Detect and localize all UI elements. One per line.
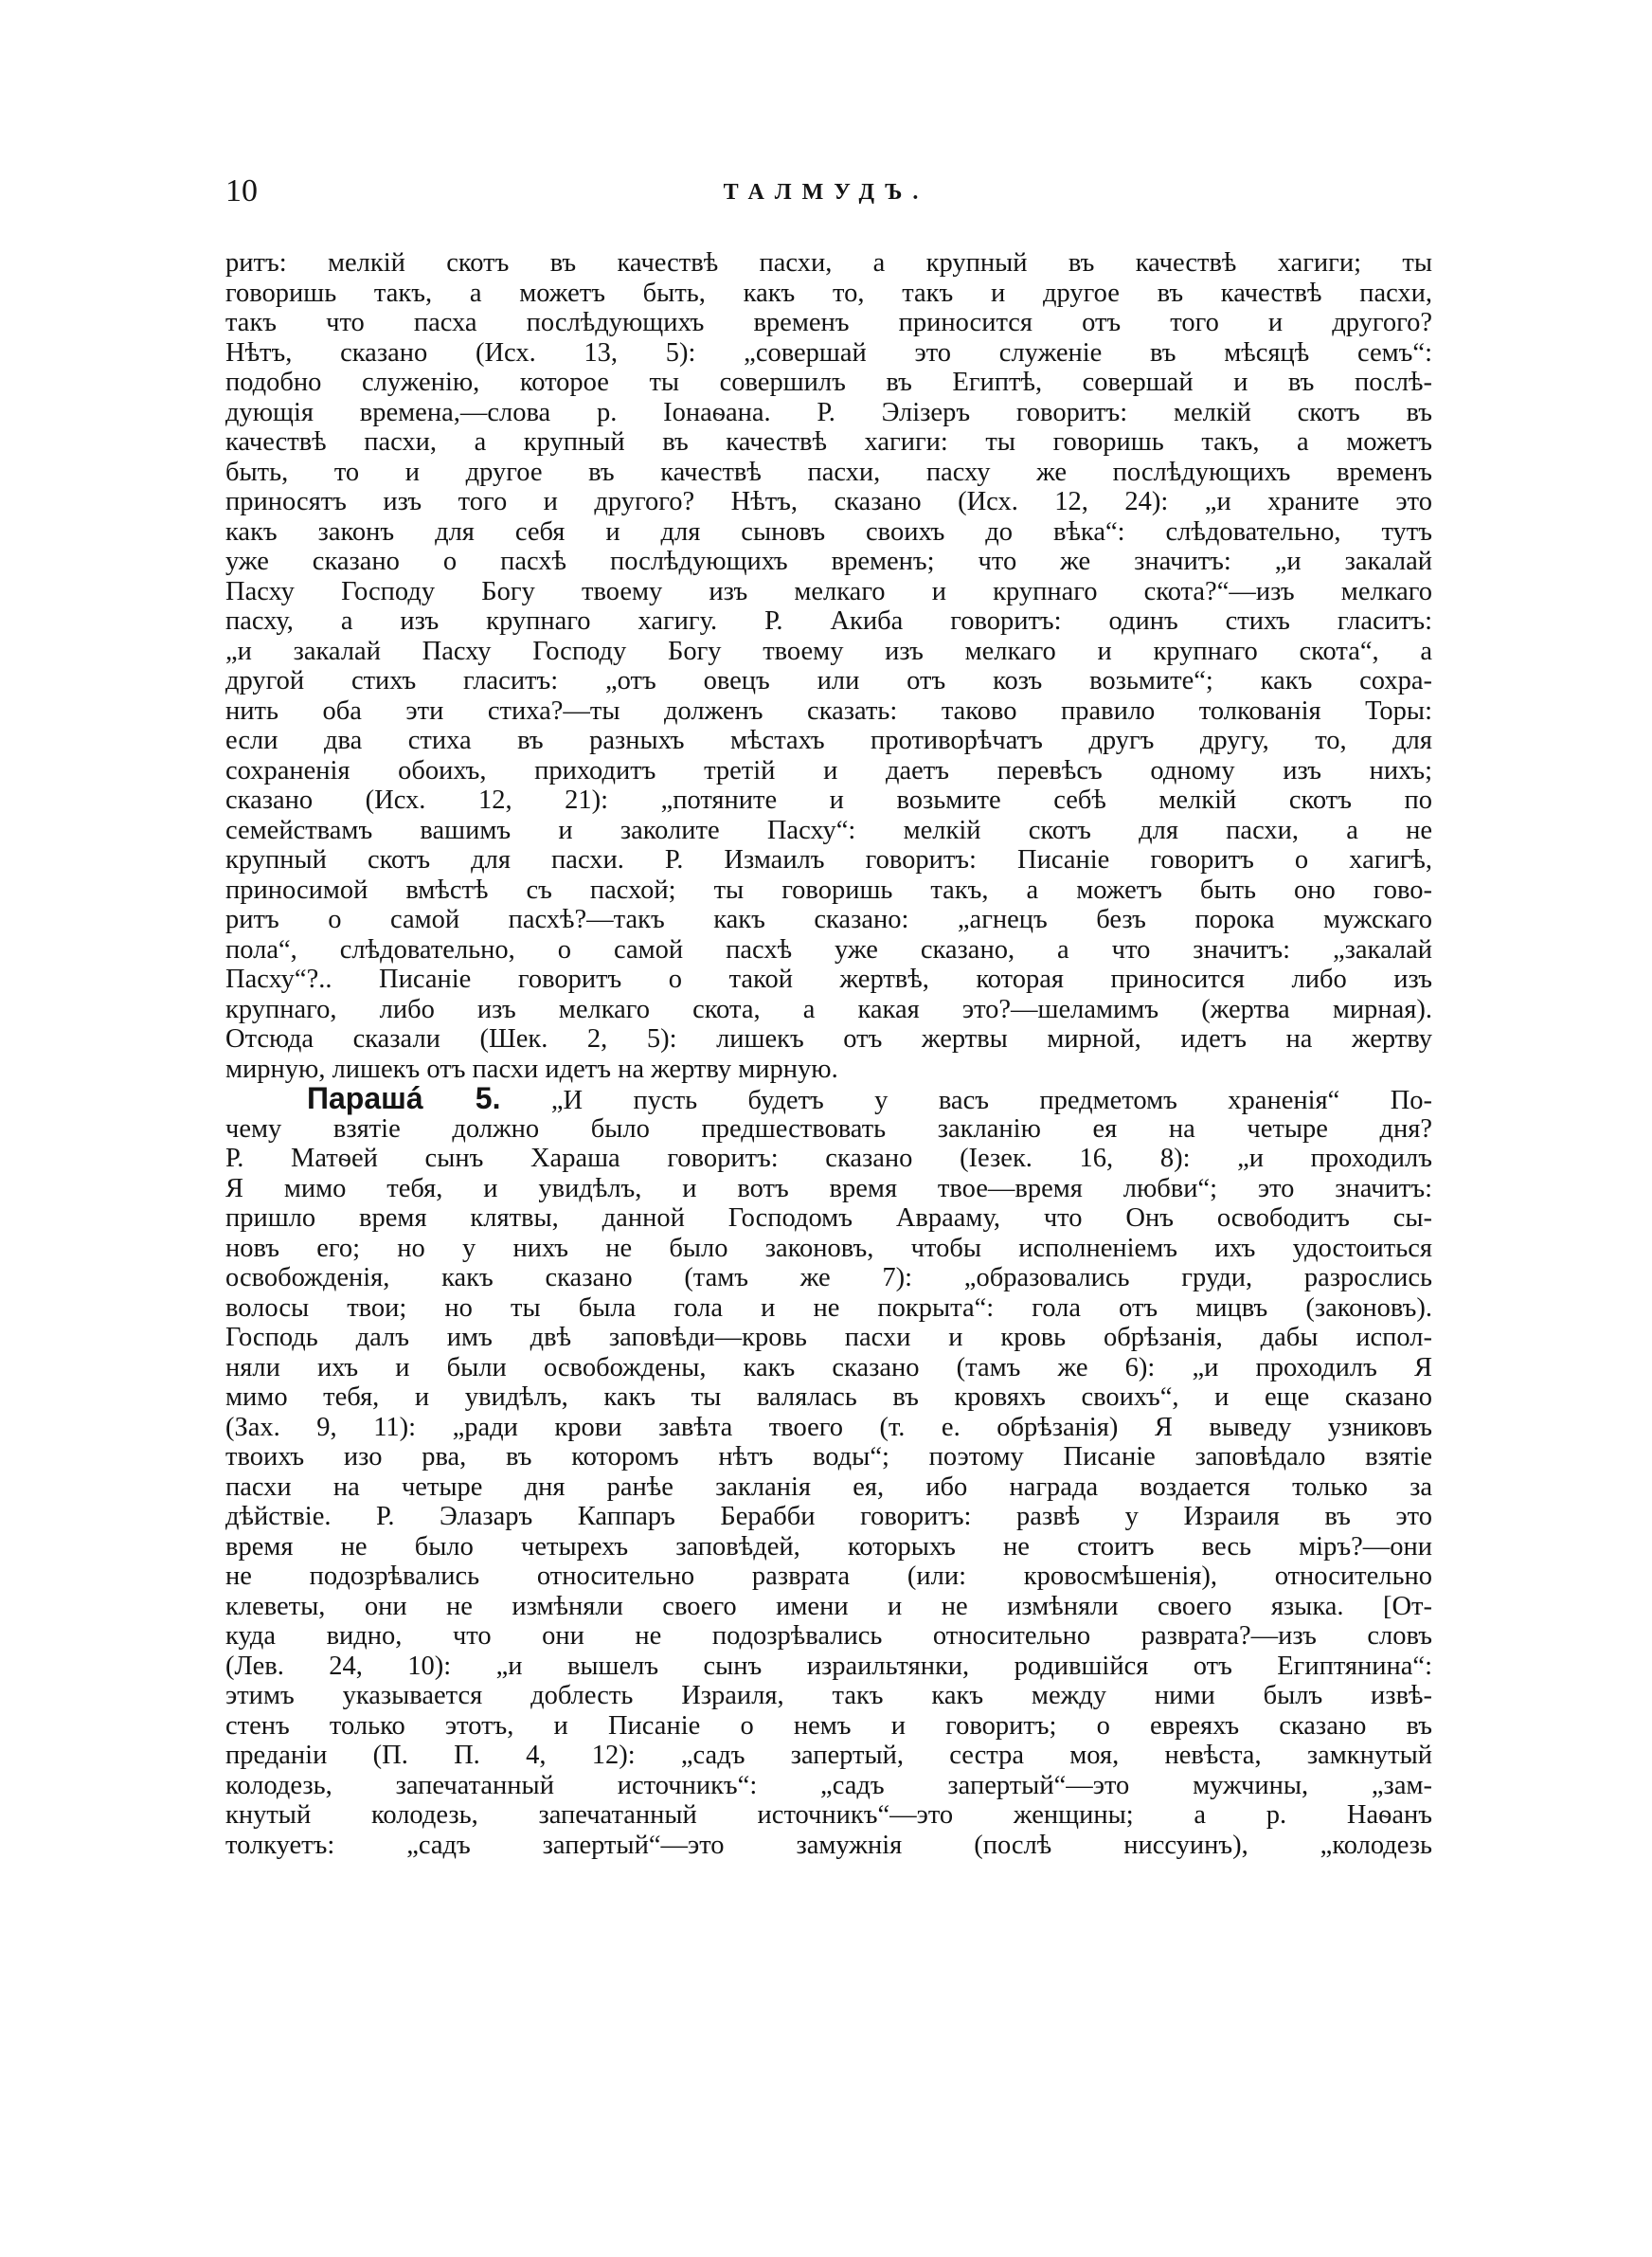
- text-line: пришло время клятвы, данной Господомъ Аврааму, что Онъ освободитъ сы-: [225, 1203, 1432, 1233]
- text-line: Пасху“?.. Писаніе говоритъ о такой жертвѣ, которая приносится либо изъ: [225, 965, 1432, 994]
- text-line: преданіи (П. П. 4, 12): „садъ запертый, сестра моя, невѣста, замкнутый: [225, 1741, 1432, 1770]
- text-line: Нѣтъ, сказано (Исх. 13, 5): „совершай это служеніе въ мѣсяцѣ семъ“:: [225, 337, 1432, 368]
- paragraph-parasha-5: [225, 1114, 1432, 1861]
- text-line: толкуетъ: „садъ запертый“—это замужнія (послѣ ниссуинъ), „колодезь: [225, 1830, 1432, 1860]
- text-line: мирную, лишекъ отъ пасхи идетъ на жертву мирную.: [225, 1054, 838, 1084]
- text-line: дѣйствіе. Р. Элазаръ Каппаръ Берабби говоритъ: развѣ у Израиля въ это: [225, 1502, 1432, 1531]
- page-number: 10: [225, 173, 258, 208]
- paragraph-continued: [225, 248, 1432, 1084]
- text-line: клеветы, они не измѣняли своего имени и не измѣняли своего языка. [От-: [225, 1591, 1432, 1621]
- text-line: волосы твои; но ты была гола и не покрыта“: гола отъ мицвъ (законовъ).: [225, 1292, 1432, 1323]
- text-line: Господь далъ имъ двѣ заповѣди—кровь пасхи и кровь обрѣзанія, дабы испол-: [225, 1323, 1432, 1352]
- text-line: какъ законъ для себя и для сыновъ своихъ до вѣка“: слѣдовательно, тутъ: [225, 516, 1432, 547]
- text-line: твоихъ изо рва, въ которомъ нѣтъ воды“; поэтому Писаніе заповѣдало взятіе: [225, 1442, 1432, 1472]
- page-text: [225, 248, 1432, 1860]
- text-line: (Лев. 24, 10): „и вышелъ сынъ израильтянки, родившійся отъ Египтянина“:: [225, 1651, 1432, 1681]
- text-line: Р. Матѳей сынъ Хараша говоритъ: сказано (Іезек. 16, 8): „и проходилъ: [225, 1144, 1432, 1173]
- text-line: быть, то и другое въ качествѣ пасхи, пасху же послѣдующихъ временъ: [225, 457, 1432, 487]
- text-line: если два стиха въ разныхъ мѣстахъ противорѣчатъ другъ другу, то, для: [225, 726, 1432, 755]
- text-line: приносятъ изъ того и другого? Нѣтъ, сказано (Исх. 12, 24): „и храните это: [225, 487, 1432, 516]
- text-line: не подозрѣвались относительно разврата (или: кровосмѣшенія), относительно: [225, 1562, 1432, 1591]
- text-line: крупнаго, либо изъ мелкаго скота, а какая это?—шеламимъ (жертва мирная).: [225, 994, 1432, 1024]
- text-line: подобно служенію, которое ты совершилъ въ Египтѣ, совершай и въ послѣ-: [225, 368, 1432, 397]
- text-line: ритъ о самой пасхѣ?—такъ какъ сказано: „агнецъ безъ порока мужскаго: [225, 905, 1432, 934]
- text-line: новъ его; но у нихъ не было законовъ, чтобы исполненіемъ ихъ удостоиться: [225, 1233, 1432, 1263]
- text-line: кнутый колодезь, запечатанный источникъ“—это женщины; а р. Наѳанъ: [225, 1800, 1432, 1830]
- text-line: стенъ только этотъ, и Писаніе о немъ и говоритъ; о евреяхъ сказано въ: [225, 1710, 1432, 1741]
- text-line: освобожденія, какъ сказано (тамъ же 7): „образовались груди, разрослись: [225, 1263, 1432, 1292]
- parasha-first-line: „И пусть будетъ у васъ предметомъ храненія“ По-: [550, 1086, 1433, 1115]
- text-line: „и закалай Пасху Господу Богу твоему изъ мелкаго и крупнаго скота“, а: [225, 636, 1432, 666]
- text-line: уже сказано о пасхѣ послѣдующихъ временъ; что же значитъ: „и закалай: [225, 547, 1432, 576]
- parasha-heading-line: [225, 1081, 1433, 1115]
- text-line: семействамъ вашимъ и заколите Пасху“: мелкій скотъ для пасхи, а не: [225, 815, 1432, 845]
- text-line: пола“, слѣдовательно, о самой пасхѣ уже сказано, а что значитъ: „закалай: [225, 934, 1432, 965]
- text-line: крупный скотъ для пасхи. Р. Измаилъ говоритъ: Писаніе говоритъ о хагигѣ,: [225, 845, 1432, 875]
- text-line: качествѣ пасхи, а крупный въ качествѣ хагиги: ты говоришь такъ, а можетъ: [225, 427, 1432, 457]
- text-line: чему взятіе должно было предшествовать закланію ея на четыре дня?: [225, 1113, 1432, 1144]
- text-line: пасхи на четыре дня ранѣе закланія ея, ибо награда воздается только за: [225, 1472, 1432, 1502]
- text-line: сохраненія обоихъ, приходитъ третій и даетъ перевѣсъ одному изъ нихъ;: [225, 755, 1432, 785]
- text-line: Я мимо тебя, и увидѣлъ, и вотъ время твое—время любви“; это значитъ:: [225, 1173, 1432, 1203]
- text-line: говоришь такъ, а можетъ быть, какъ то, такъ и другое въ качествѣ пасхи,: [225, 278, 1432, 308]
- text-line: такъ что пасха послѣдующихъ временъ приносится отъ того и другого?: [225, 308, 1432, 337]
- text-line: время не было четырехъ заповѣдей, которыхъ не стоитъ весь міръ?—они: [225, 1531, 1432, 1562]
- text-line: приносимой вмѣстѣ съ пасхой; ты говоришь такъ, а можетъ быть оно гово-: [225, 875, 1432, 905]
- parasha-label: Парашá 5.: [307, 1081, 501, 1115]
- text-line: ритъ: мелкій скотъ въ качествѣ пасхи, а крупный въ качествѣ хагиги; ты: [225, 248, 1432, 278]
- text-line: мимо тебя, и увидѣлъ, какъ ты валялась въ кровяхъ своихъ“, и еще сказано: [225, 1382, 1432, 1412]
- text-line: сказано (Исх. 12, 21): „потяните и возьмите себѣ мелкій скотъ по: [225, 785, 1432, 815]
- text-line: куда видно, что они не подозрѣвались относительно разврата?—изъ словъ: [225, 1621, 1432, 1651]
- text-line: (Зах. 9, 11): „ради крови завѣта твоего (т. е. обрѣзанія) Я выведу узниковъ: [225, 1412, 1432, 1442]
- text-line: другой стихъ гласитъ: „отъ овецъ или отъ козъ возьмите“; какъ сохра-: [225, 666, 1432, 695]
- text-line: Пасху Господу Богу твоему изъ мелкаго и крупнаго скота?“—изъ мелкаго: [225, 576, 1432, 606]
- text-line: нить оба эти стиха?—ты долженъ сказать: таково правило толкованія Торы:: [225, 695, 1432, 726]
- text-line: няли ихъ и были освобождены, какъ сказано (тамъ же 6): „и проходилъ Я: [225, 1352, 1432, 1382]
- text-line: пасху, а изъ крупнаго хагигу. Р. Акиба говоритъ: одинъ стихъ гласитъ:: [225, 606, 1432, 636]
- text-line: колодезь, запечатанный источникъ“: „садъ запертый“—это мужчины, „зам-: [225, 1770, 1432, 1800]
- text-line: дующія времена,—слова р. Іонаѳана. Р. Элізеръ говоритъ: мелкій скотъ въ: [225, 397, 1432, 427]
- text-line: этимъ указывается доблесть Израиля, такъ какъ между ними былъ извѣ-: [225, 1681, 1432, 1710]
- text-line: Отсюда сказали (Шек. 2, 5): лишекъ отъ жертвы мирной, идетъ на жертву: [225, 1024, 1432, 1054]
- running-head: ТАЛМУДЪ.: [723, 180, 929, 205]
